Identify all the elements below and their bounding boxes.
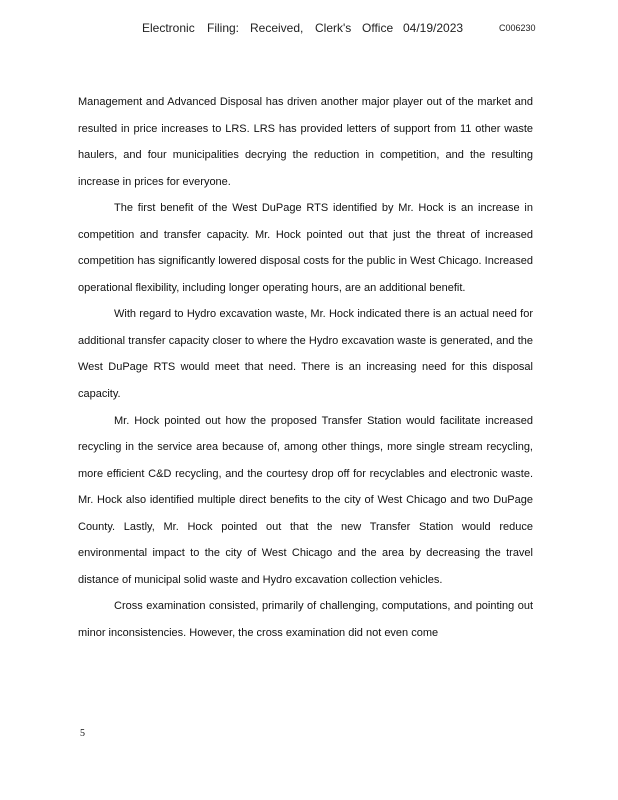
paragraph: With regard to Hydro excavation waste, Mr. Hock indicated there is an actual need for additional transfer capacity closer to where the Hydro excavation waste is generated, and the West DuPage RTS would meet that need. There is an increasing need for this disposal capacity. [78,308,533,401]
header-filing: Filing: [207,21,240,35]
page-number: 5 [80,728,85,739]
body-text [78,89,533,646]
header-office: Office [362,21,394,35]
header-received: Received, [250,21,304,35]
header-clerks: Clerk's [315,21,352,35]
header-electronic: Electronic [142,21,195,35]
paragraph: Mr. Hock pointed out how the proposed Transfer Station would facilitate increased recycling in the service area because of, among other things, more single stream recycling, more efficient C&D recycling, and the courtesy drop off for recyclables and electronic waste. Mr. Hock also identified multiple direct benefits to the city of West Chicago and two DuPage County. Lastly, Mr. Hock pointed out that the new Transfer Station would reduce environmental impact to the city of West Chicago and the area by decreasing the travel distance of municipal solid waste and Hydro excavation collection vehicles. [78,414,533,586]
header-document-code: C006230 [499,23,536,33]
filing-header [0,21,618,35]
paragraph: Cross examination consisted, primarily of challenging, computations, and pointing out minor inconsistencies. However, the cross examination did not even come [78,600,533,639]
paragraph: Management and Advanced Disposal has driven another major player out of the market and resulted in price increases to LRS. LRS has provided letters of support from 11 other waste haulers, and four municipalities decrying the reduction in competition, and the resulting increase in prices for everyone. [78,96,533,188]
header-date: 04/19/2023 [403,21,464,35]
paragraph: The first benefit of the West DuPage RTS identified by Mr. Hock is an increase in competition and transfer capacity. Mr. Hock pointed out that just the threat of increased competition has significantly lowered disposal costs for the public in West Chicago. Increased operational flexibility, including longer operating hours, are an additional benefit. [78,202,533,294]
